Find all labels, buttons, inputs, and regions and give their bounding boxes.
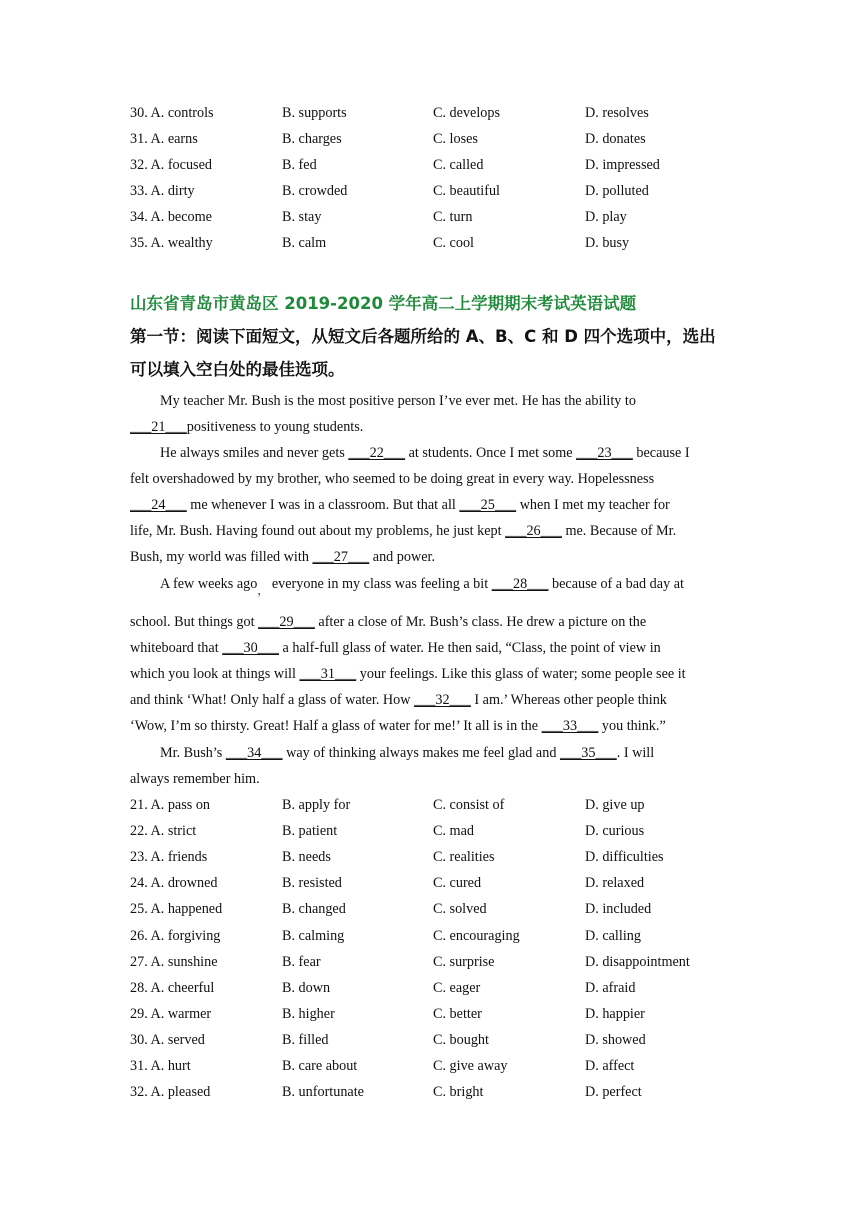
blank-26: ___26___ (505, 523, 562, 539)
option-a: 25. A. happened (130, 901, 223, 917)
blank-28: ___28___ (491, 576, 549, 592)
passage-text: which you look at things will (130, 666, 300, 682)
blank-23: ___23___ (576, 445, 633, 461)
option-d: D. affect (585, 1058, 635, 1074)
option-c: C. bought (433, 1032, 489, 1048)
option-a: 23. A. friends (130, 849, 208, 865)
passage-text: and think ‘What! Only half a glass of water. How (130, 692, 415, 708)
option-b: B. filled (282, 1032, 329, 1048)
passage-line (160, 574, 684, 595)
option-a: 31. A. hurt (130, 1058, 191, 1074)
passage-text: Mr. Bush’s (160, 745, 226, 761)
option-a: 30. A. controls (130, 105, 214, 121)
option-b: B. resisted (282, 875, 342, 891)
option-b: B. needs (282, 849, 331, 865)
passage-line (130, 638, 661, 658)
option-b: B. down (282, 980, 331, 996)
passage-text: My teacher Mr. Bush is the most positive person I’ve ever met. He has the ability to (160, 393, 636, 409)
option-c: C. solved (433, 901, 487, 917)
option-b: B. calming (282, 928, 345, 944)
blank-33: ___33___ (541, 718, 599, 734)
passage-line (130, 664, 686, 684)
passage-text: school. But things got (130, 614, 259, 630)
passage-text: way of thinking always makes me feel glad and (282, 745, 560, 761)
option-c: C. develops (433, 105, 500, 121)
passage-text: because I (632, 445, 690, 461)
option-c: C. mad (433, 823, 474, 839)
option-a: 32. A. focused (130, 157, 212, 173)
option-d: D. impressed (585, 157, 660, 173)
option-a: 32. A. pleased (130, 1084, 211, 1100)
passage-text: He always smiles and never gets (160, 445, 349, 461)
blank-32: ___32___ (414, 692, 471, 708)
blank-34: ___34___ (225, 745, 283, 761)
passage-text: felt overshadowed by my brother, who seemed to be doing great in every way. Hopelessness (130, 471, 655, 487)
passage-text: always remember him. (130, 771, 260, 787)
passage-text: A few weeks ago (160, 576, 258, 592)
option-b: B. calm (282, 235, 327, 251)
passage-text: positiveness to young students. (186, 419, 364, 435)
option-b: B. fear (282, 954, 321, 970)
passage-text: I am.’ Whereas other people think (470, 692, 667, 708)
option-d: D. relaxed (585, 875, 645, 891)
option-d: D. showed (585, 1032, 646, 1048)
option-b: B. apply for (282, 797, 351, 813)
option-d: D. resolves (585, 105, 649, 121)
passage-text: at students. Once I met some (405, 445, 577, 461)
option-d: D. calling (585, 928, 641, 944)
option-c: C. eager (433, 980, 481, 996)
blank-25: ___25___ (459, 497, 517, 513)
option-d: D. afraid (585, 980, 636, 996)
option-c: C. bright (433, 1084, 484, 1100)
option-a: 26. A. forgiving (130, 928, 221, 944)
option-c: C. beautiful (433, 183, 500, 199)
option-d: D. included (585, 901, 652, 917)
option-b: B. charges (282, 131, 342, 147)
blank-21: ___21___ (130, 419, 187, 435)
passage-line (130, 521, 676, 541)
option-c: C. cured (433, 875, 482, 891)
option-a: 31. A. earns (130, 131, 198, 147)
passage-text: whiteboard that (130, 640, 223, 656)
passage-text: everyone in my class was feeling a bit (268, 576, 492, 592)
option-d: D. happier (585, 1006, 645, 1022)
passage-text: ‘Wow, I’m so thirsty. Great! Half a glass of water for me!’ It all is in the (130, 718, 542, 734)
option-c: C. encouraging (433, 928, 520, 944)
option-c: C. give away (433, 1058, 508, 1074)
option-c: C. called (433, 157, 484, 173)
blank-35: ___35___ (559, 745, 617, 761)
section-title: 山东省青岛市黄岛区 2019-2020 学年高二上学期期末考试英语试题 (130, 294, 637, 313)
option-d: D. polluted (585, 183, 649, 199)
option-a: 34. A. become (130, 209, 212, 225)
instruction-line: 第一节：阅读下面短文，从短文后各题所给的 A、B、C 和 D 四个选项中，选出 (130, 327, 716, 346)
passage-line (160, 443, 690, 463)
passage-line (160, 391, 636, 411)
passage-comma: ， (257, 585, 269, 597)
blank-27: ___27___ (312, 549, 370, 565)
blank-31: ___31___ (299, 666, 357, 682)
option-b: B. higher (282, 1006, 335, 1022)
passage-text: a half-full glass of water. He then said, “Class, the point of view in (278, 640, 661, 656)
option-d: D. busy (585, 235, 630, 251)
blank-30: ___30___ (222, 640, 279, 656)
passage-line (130, 495, 670, 515)
option-d: D. play (585, 209, 627, 225)
option-a: 29. A. warmer (130, 1006, 212, 1022)
option-c: C. better (433, 1006, 482, 1022)
option-a: 27. A. sunshine (130, 954, 218, 970)
option-a: 30. A. served (130, 1032, 205, 1048)
option-b: B. fed (282, 157, 317, 173)
passage-text: me. Because of Mr. (561, 523, 677, 539)
option-c: C. consist of (433, 797, 505, 813)
passage-line (160, 743, 654, 763)
option-d: D. perfect (585, 1084, 642, 1100)
passage-text: me whenever I was in a classroom. But that all (186, 497, 460, 513)
option-a: 24. A. drowned (130, 875, 218, 891)
option-b: B. stay (282, 209, 322, 225)
passage-line (130, 716, 666, 736)
passage-line (130, 769, 260, 789)
option-c: C. surprise (433, 954, 495, 970)
option-d: D. disappointment (585, 954, 690, 970)
option-d: D. curious (585, 823, 645, 839)
passage-text: you think.” (598, 718, 666, 734)
passage-line (130, 690, 667, 710)
passage-text: life, Mr. Bush. Having found out about my problems, he just kept (130, 523, 506, 539)
passage-line (130, 417, 363, 437)
option-a: 22. A. strict (130, 823, 197, 839)
passage-text: Bush, my world was filled with (130, 549, 313, 565)
option-c: C. realities (433, 849, 495, 865)
option-d: D. difficulties (585, 849, 664, 865)
blank-22: ___22___ (348, 445, 406, 461)
option-b: B. unfortunate (282, 1084, 364, 1100)
option-a: 21. A. pass on (130, 797, 211, 813)
option-b: B. crowded (282, 183, 348, 199)
blank-29: ___29___ (258, 614, 315, 630)
passage-text: because of a bad day at (548, 576, 684, 592)
passage-text: after a close of Mr. Bush’s class. He drew a picture on the (314, 614, 647, 630)
passage-line (130, 469, 654, 489)
option-b: B. changed (282, 901, 346, 917)
option-b: B. care about (282, 1058, 358, 1074)
option-c: C. turn (433, 209, 473, 225)
option-b: B. patient (282, 823, 338, 839)
blank-24: ___24___ (130, 497, 187, 513)
passage-text: when I met my teacher for (516, 497, 670, 513)
passage-line (130, 547, 435, 567)
option-d: D. give up (585, 797, 645, 813)
passage-text: and power. (369, 549, 436, 565)
option-d: D. donates (585, 131, 646, 147)
passage-line (130, 612, 646, 632)
passage-text: your feelings. Like this glass of water; some people see it (356, 666, 686, 682)
option-a: 28. A. cheerful (130, 980, 215, 996)
option-a: 35. A. wealthy (130, 235, 213, 251)
option-a: 33. A. dirty (130, 183, 195, 199)
passage-text: . I will (616, 745, 655, 761)
option-c: C. cool (433, 235, 474, 251)
instruction-line: 可以填入空白处的最佳选项。 (130, 360, 345, 379)
option-c: C. loses (433, 131, 478, 147)
option-b: B. supports (282, 105, 347, 121)
